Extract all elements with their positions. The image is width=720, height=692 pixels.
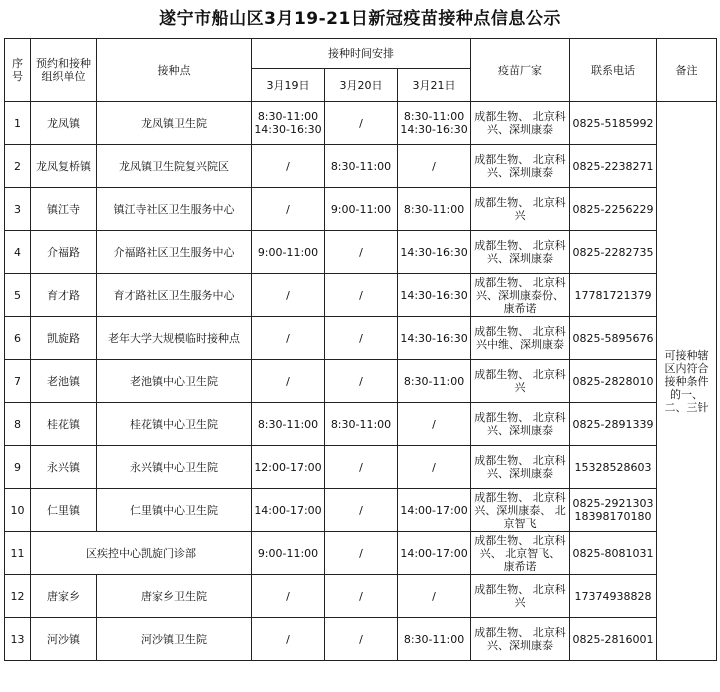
cell-date-2: 8:30-11:00 [325, 403, 398, 446]
cell-seq: 7 [5, 360, 31, 403]
cell-date-2: / [325, 446, 398, 489]
header-schedule: 接种时间安排 [252, 39, 471, 69]
header-site: 接种点 [97, 39, 252, 102]
vaccination-sites-table [4, 38, 717, 661]
table-row [5, 102, 717, 145]
cell-seq: 13 [5, 618, 31, 661]
cell-phone: 0825-2921303 18398170180 [570, 489, 657, 532]
header-date-1: 3月19日 [252, 69, 325, 102]
cell-date-2: / [325, 102, 398, 145]
table-row [5, 575, 717, 618]
cell-vendor: 成都生物、 北京科兴、深圳康泰 [471, 403, 570, 446]
header-note: 备注 [657, 39, 717, 102]
cell-date-3: / [398, 145, 471, 188]
cell-date-1: / [252, 188, 325, 231]
table-row [5, 145, 717, 188]
cell-date-1: / [252, 274, 325, 317]
cell-date-1: 14:00-17:00 [252, 489, 325, 532]
cell-date-1: / [252, 575, 325, 618]
cell-date-3: 14:00-17:00 [398, 532, 471, 575]
table-row [5, 274, 717, 317]
header-vendor: 疫苗厂家 [471, 39, 570, 102]
table-row [5, 446, 717, 489]
cell-vendor: 成都生物、 北京科兴、深圳康泰、 北京智飞 [471, 489, 570, 532]
cell-org: 镇江寺 [31, 188, 97, 231]
cell-phone: 0825-8081031 [570, 532, 657, 575]
cell-date-3: 14:30-16:30 [398, 274, 471, 317]
cell-date-2: 8:30-11:00 [325, 145, 398, 188]
cell-date-3: 14:30-16:30 [398, 231, 471, 274]
cell-org: 龙凤复桥镇 [31, 145, 97, 188]
cell-phone: 0825-2828010 [570, 360, 657, 403]
cell-date-2: / [325, 274, 398, 317]
cell-date-3: / [398, 575, 471, 618]
cell-seq: 12 [5, 575, 31, 618]
table-row [5, 360, 717, 403]
cell-site: 育才路社区卫生服务中心 [97, 274, 252, 317]
cell-site: 老池镇中心卫生院 [97, 360, 252, 403]
table-row [5, 317, 717, 360]
header-seq: 序号 [5, 39, 31, 102]
cell-date-1: 9:00-11:00 [252, 231, 325, 274]
cell-vendor: 成都生物、 北京科兴、深圳康泰 [471, 446, 570, 489]
header-date-2: 3月20日 [325, 69, 398, 102]
cell-org: 唐家乡 [31, 575, 97, 618]
cell-site: 镇江寺社区卫生服务中心 [97, 188, 252, 231]
cell-org: 老池镇 [31, 360, 97, 403]
cell-vendor: 成都生物、 北京科兴 [471, 575, 570, 618]
cell-seq: 8 [5, 403, 31, 446]
cell-site: 老年大学大规模临时接种点 [97, 317, 252, 360]
cell-vendor: 成都生物、 北京科兴 [471, 188, 570, 231]
cell-phone: 15328528603 [570, 446, 657, 489]
cell-phone: 0825-2816001 [570, 618, 657, 661]
cell-phone: 17781721379 [570, 274, 657, 317]
table-row [5, 188, 717, 231]
cell-date-1: 8:30-11:00 [252, 403, 325, 446]
cell-phone: 17374938828 [570, 575, 657, 618]
cell-date-1: 12:00-17:00 [252, 446, 325, 489]
cell-site: 介福路社区卫生服务中心 [97, 231, 252, 274]
cell-date-2: / [325, 618, 398, 661]
cell-seq: 4 [5, 231, 31, 274]
cell-org: 介福路 [31, 231, 97, 274]
cell-date-2: 9:00-11:00 [325, 188, 398, 231]
cell-org: 河沙镇 [31, 618, 97, 661]
cell-date-1: / [252, 618, 325, 661]
cell-phone: 0825-2256229 [570, 188, 657, 231]
cell-seq: 11 [5, 532, 31, 575]
cell-phone: 0825-2891339 [570, 403, 657, 446]
cell-site: 唐家乡卫生院 [97, 575, 252, 618]
cell-date-1: / [252, 360, 325, 403]
cell-phone: 0825-5185992 [570, 102, 657, 145]
cell-phone: 0825-2282735 [570, 231, 657, 274]
cell-org: 桂花镇 [31, 403, 97, 446]
cell-date-3: 8:30-11:00 [398, 618, 471, 661]
cell-vendor: 成都生物、 北京科兴、深圳康泰份、康希诺 [471, 274, 570, 317]
cell-site: 永兴镇中心卫生院 [97, 446, 252, 489]
cell-note: 可接种辖区内符合接种条件的一、二、三针 [657, 102, 717, 661]
cell-site: 桂花镇中心卫生院 [97, 403, 252, 446]
cell-date-3: / [398, 403, 471, 446]
cell-vendor: 成都生物、 北京科兴中维、深圳康泰 [471, 317, 570, 360]
cell-site: 龙凤镇卫生院复兴院区 [97, 145, 252, 188]
cell-date-2: / [325, 489, 398, 532]
cell-vendor: 成都生物、 北京科兴、 北京智飞、 康希诺 [471, 532, 570, 575]
cell-date-3: 14:00-17:00 [398, 489, 471, 532]
cell-date-3: 8:30-11:00 [398, 360, 471, 403]
cell-date-2: / [325, 532, 398, 575]
cell-org: 永兴镇 [31, 446, 97, 489]
cell-site: 龙凤镇卫生院 [97, 102, 252, 145]
header-org: 预约和接种组织单位 [31, 39, 97, 102]
cell-date-3: / [398, 446, 471, 489]
cell-vendor: 成都生物、 北京科兴 [471, 360, 570, 403]
cell-date-3: 14:30-16:30 [398, 317, 471, 360]
cell-org: 仁里镇 [31, 489, 97, 532]
cell-site: 河沙镇卫生院 [97, 618, 252, 661]
cell-org: 龙凤镇 [31, 102, 97, 145]
cell-seq: 10 [5, 489, 31, 532]
cell-date-1: / [252, 145, 325, 188]
cell-org: 育才路 [31, 274, 97, 317]
cell-vendor: 成都生物、 北京科兴、深圳康泰 [471, 618, 570, 661]
cell-vendor: 成都生物、 北京科兴、深圳康泰 [471, 145, 570, 188]
table-row [5, 231, 717, 274]
cell-date-2: / [325, 317, 398, 360]
cell-phone: 0825-5895676 [570, 317, 657, 360]
table-row [5, 489, 717, 532]
cell-vendor: 成都生物、 北京科兴、深圳康泰 [471, 102, 570, 145]
cell-date-2: / [325, 575, 398, 618]
cell-site: 区疾控中心凯旋门诊部 [31, 532, 252, 575]
cell-seq: 6 [5, 317, 31, 360]
cell-seq: 3 [5, 188, 31, 231]
cell-seq: 5 [5, 274, 31, 317]
table-row [5, 532, 717, 575]
cell-date-1: / [252, 317, 325, 360]
cell-site: 仁里镇中心卫生院 [97, 489, 252, 532]
cell-date-2: / [325, 360, 398, 403]
cell-vendor: 成都生物、 北京科兴、深圳康泰 [471, 231, 570, 274]
cell-seq: 9 [5, 446, 31, 489]
table-row [5, 618, 717, 661]
cell-date-2: / [325, 231, 398, 274]
cell-seq: 2 [5, 145, 31, 188]
cell-date-3: 8:30-11:00 14:30-16:30 [398, 102, 471, 145]
cell-phone: 0825-2238271 [570, 145, 657, 188]
cell-org: 凯旋路 [31, 317, 97, 360]
header-date-3: 3月21日 [398, 69, 471, 102]
cell-date-1: 8:30-11:00 14:30-16:30 [252, 102, 325, 145]
cell-date-3: 8:30-11:00 [398, 188, 471, 231]
page-title: 遂宁市船山区3月19-21日新冠疫苗接种点信息公示 [159, 9, 561, 29]
cell-date-1: 9:00-11:00 [252, 532, 325, 575]
table-row [5, 403, 717, 446]
header-phone: 联系电话 [570, 39, 657, 102]
cell-seq: 1 [5, 102, 31, 145]
